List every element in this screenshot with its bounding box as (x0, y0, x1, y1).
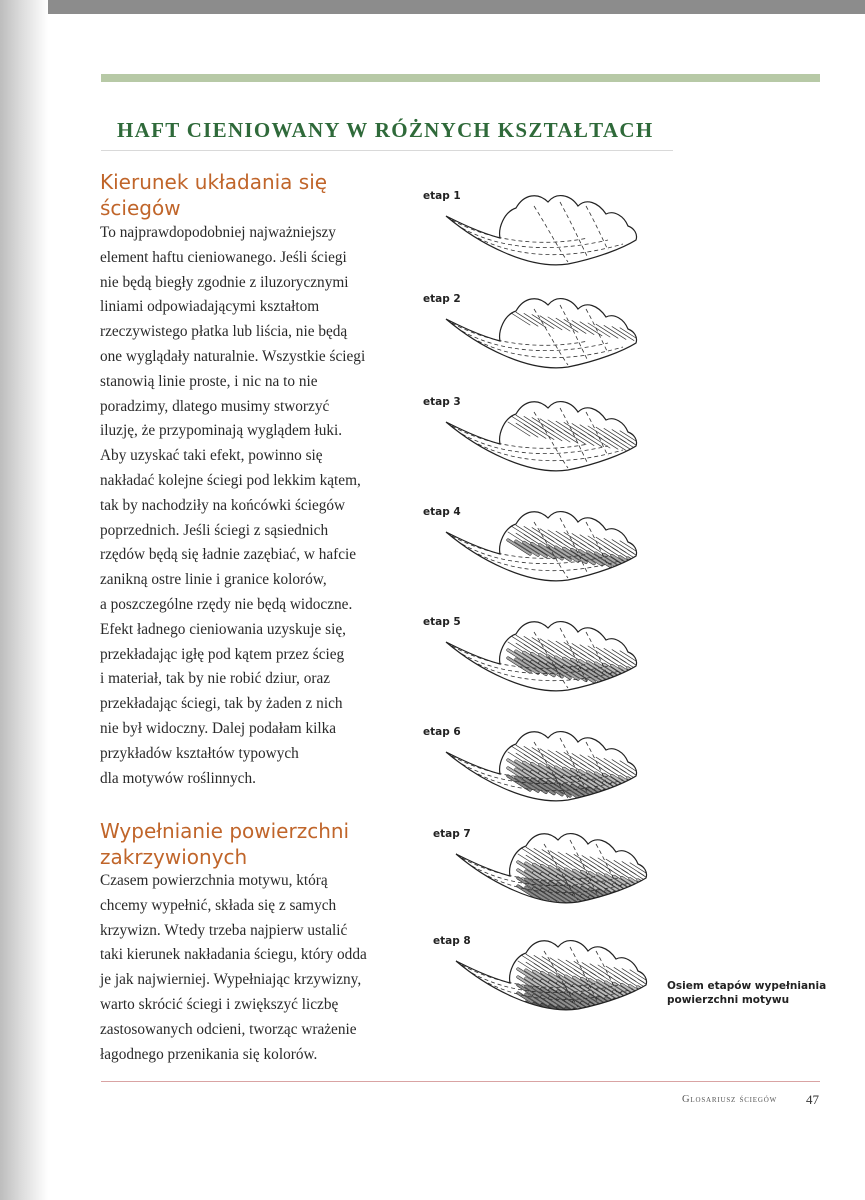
body-line: liniami odpowiadającymi kształtom (100, 298, 320, 316)
body-line: i materiał, tak by nie robić dziur, oraz (100, 670, 331, 688)
body-line: Czasem powierzchnia motywu, którą (100, 872, 328, 889)
body-line: Aby uzyskać taki efekt, powinno się (100, 447, 323, 465)
heading-line: Kierunek układania się (100, 170, 328, 194)
body-line: rzeczywistego płatka lub liścia, nie będą (100, 323, 348, 341)
leaf-stage-drawing (438, 291, 648, 391)
body-line: stanowią linie proste, i nic na to nie (100, 372, 318, 390)
body-line: taki kierunek nakładania ściegu, który odda (100, 946, 367, 964)
body-line: poprzednich. Jeśli ściegi z sąsiednich (100, 521, 329, 539)
body-line: tak by nachodziły na końcówki ściegów (100, 496, 346, 514)
body-line: To najprawdopodobniej najważniejszy (100, 224, 336, 241)
body-line: one wyglądały naturalnie. Wszystkie ściegi (100, 347, 366, 365)
section-heading-curved-surfaces (100, 818, 390, 870)
stage-label: etap 4 (423, 506, 461, 518)
body-line: nie był widoczny. Dalej podałam kilka (100, 719, 337, 737)
body-line: przekładając igłę pod kątem przez ścieg (100, 645, 345, 663)
body-line: przekładając ściegi, tak by żaden z nich (100, 695, 343, 713)
heading-line: Wypełnianie powierzchni (100, 819, 350, 843)
heading-line: ściegów (100, 196, 181, 220)
leaf-stage-drawing (448, 933, 658, 1033)
body-line: nakładać kolejne ściegi pod lekkim kątem, (100, 471, 361, 489)
header-band (101, 74, 820, 82)
section-body-stitch-direction (100, 221, 382, 791)
caption-line: Osiem etapów wypełniania (667, 980, 827, 992)
book-spine-shadow (0, 0, 48, 1200)
leaf-stage-drawing (438, 188, 648, 288)
leaf-stage-drawing (438, 614, 648, 714)
stage-label: etap 7 (433, 828, 471, 840)
body-line: chcemy wypełnić, składa się z samych (100, 896, 337, 914)
stage-label: etap 1 (423, 190, 461, 202)
stage-label: etap 2 (423, 293, 461, 305)
stage-label: etap 8 (433, 935, 471, 947)
footer-rule (101, 1081, 820, 1082)
body-line: poradzimy, dlatego musimy stworzyć (100, 397, 330, 415)
leaf-stage-drawing (438, 504, 648, 604)
body-line: iluzję, że przypominają wyglądem łuki. (100, 422, 343, 440)
section-heading-stitch-direction (100, 169, 390, 221)
caption-line: powierzchni motywu (667, 994, 790, 1006)
body-line: dla motywów roślinnych. (100, 769, 256, 787)
leaf-stage-drawing (438, 394, 648, 494)
leaf-stage-drawing (448, 826, 658, 926)
body-line: a poszczególne rzędy nie będą widoczne. (100, 595, 353, 613)
page-top-edge (0, 0, 865, 14)
section-body-curved-surfaces (100, 869, 382, 1067)
leaf-stage-drawing (438, 724, 648, 824)
stage-label: etap 6 (423, 726, 461, 738)
body-line: nie będą biegły zgodnie z iluzorycznymi (100, 273, 349, 291)
body-line: zanikną ostre linie i granice kolorów, (100, 571, 327, 589)
page-title: HAFT CIENIOWANY W RÓŻNYCH KSZTAŁTACH (117, 118, 654, 142)
page-number: 47 (806, 1092, 819, 1107)
figure-caption (667, 979, 837, 1007)
body-line: zastosowanych odcieni, tworząc wrażenie (100, 1020, 357, 1038)
stage-label: etap 5 (423, 616, 461, 628)
body-line: warto skrócić ściegi i zwiększyć liczbę (100, 995, 339, 1013)
body-line: przykładów kształtów typowych (100, 744, 299, 762)
body-line: rzędów będą się ładnie zazębiać, w hafcie (100, 546, 357, 564)
body-line: element haftu cieniowanego. Jeśli ściegi (100, 248, 347, 266)
stage-label: etap 3 (423, 396, 461, 408)
body-line: Efekt ładnego cieniowania uzyskuje się, (100, 620, 346, 638)
heading-line: zakrzywionych (100, 845, 248, 869)
title-divider (101, 150, 673, 151)
body-line: krzywizn. Wtedy trzeba najpierw ustalić (100, 921, 348, 939)
body-line: łagodnego przenikania się kolorów. (100, 1045, 318, 1063)
running-title: Glosariusz ściegów (682, 1094, 777, 1105)
body-line: je jak najwierniej. Wypełniając krzywizny, (100, 971, 362, 989)
